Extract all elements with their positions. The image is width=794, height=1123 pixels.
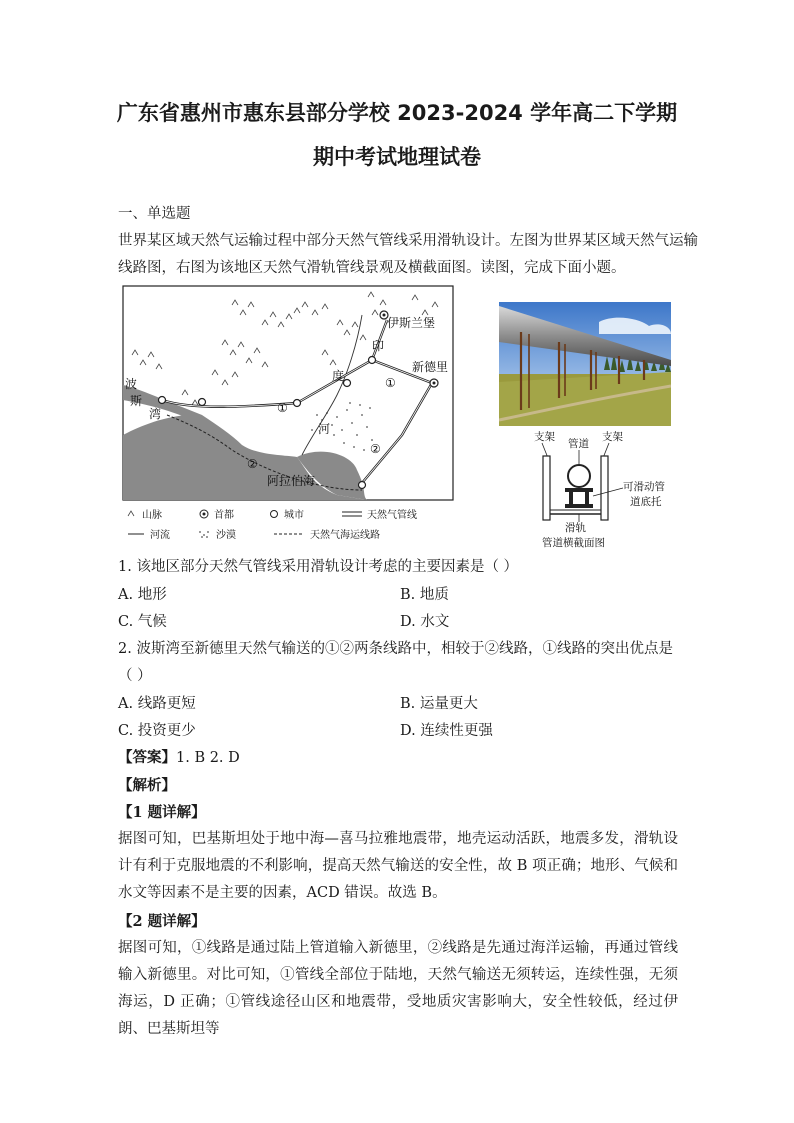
q1-option-d: D. 水文 [400,614,450,630]
label-persian-2: 斯 [130,394,143,408]
support-right [601,456,608,520]
pipeline-landscape-photo [499,302,671,426]
q1-option-a: A. 地形 [118,587,167,603]
q2-option-c: C. 投资更少 [118,723,196,739]
label-support-left: 支架 [534,431,555,443]
legend-desert: 沙漠 [216,530,236,541]
doc-title-line2: 期中考试地理试卷 [313,145,481,169]
legend-city: 城市 [284,510,304,521]
label-pipe: 管道 [568,438,589,450]
label-new-delhi: 新德里 [412,360,449,374]
label-caption: 管道横截面图 [542,537,605,549]
support-left [543,456,550,520]
label-india-2: 度 [332,369,345,383]
q1-option-b: B. 地质 [400,587,449,603]
label-islamabad: 伊斯兰堡 [387,316,436,330]
q2-option-d: D. 连续性更强 [400,723,493,739]
legend-capital: 首都 [214,510,234,521]
label-persian-3: 湾 [149,407,162,421]
question-2-stem: 2. 波斯湾至新德里天然气输送的①②两条线路中，相较于②线路，①线路的突出优点是 [118,641,673,657]
label-india-1: 印 [372,339,385,353]
detail-1-text: 据图可知，巴基斯坦处于地中海—喜马拉雅地震带，地壳运动活跃，地震多发，滑轨设计有利于克服地震的不利影响，提高天然气输送的安全性，故 B 项正确；地形、气候和水文等因素不是主要的因素，ACD 错误。故选 B。 [118,831,678,901]
detail-1-label: 【1 题详解】 [118,804,206,821]
q1-option-c: C. 气候 [118,614,167,630]
analysis-label: 【解析】 [118,777,176,794]
label-route1-b: ① [385,376,396,390]
detail-2-label: 【2 题详解】 [118,913,206,930]
label-route2-a: ② [247,457,258,471]
label-route1-a: ① [277,401,288,415]
answer-value: 1. B 2. D [176,750,240,766]
pipe-cross-section-diagram [499,426,689,552]
label-persian-1: 波 [125,377,138,391]
q2-option-a: A. 线路更短 [118,696,196,712]
legend-sea-route: 天然气海运线路 [310,530,380,541]
map-legend [128,508,417,541]
label-river: 河 [318,422,331,436]
legend-pipeline: 天然气管线 [367,510,417,521]
label-tray-2: 道底托 [630,496,662,508]
label-arabian-sea: 阿拉伯海 [267,474,316,488]
answer-line [118,748,240,768]
legend-mountain: 山脉 [142,510,162,521]
gas-route-map [122,285,454,548]
label-rail: 滑轨 [565,522,586,534]
detail-2-text: 据图可知，①线路是通过陆上管道输入新德里，②线路是先通过海洋运输，再通过管线输入新德里。对比可知，①管线全部位于陆地，天然气输送无须转运，连续性强，无须海运，D 正确；①管线途径山区和地震带，受地质灾害影响大，安全性较低，经过伊朗、巴基斯坦等 [118,940,678,1037]
section-heading: 一、单选题 [118,206,191,222]
intro-line-2: 线路图，右图为该地区天然气滑轨管线景观及横截面图。读图，完成下面小题。 [118,260,626,276]
label-support-right: 支架 [602,431,623,443]
answer-label: 【答案】 [118,749,176,766]
label-route2-b: ② [370,442,381,456]
intro-line-1: 世界某区域天然气运输过程中部分天然气管线采用滑轨设计。左图为世界某区域天然气运输 [118,233,698,249]
q2-option-b: B. 运量更大 [400,696,478,712]
label-tray-1: 可滑动管 [623,481,665,493]
pipe-circle [568,465,590,487]
doc-title-line1: 广东省惠州市惠东县部分学校 2023-2024 学年高二下学期 [116,101,678,125]
question-2-stem-cont: （ ） [118,668,152,684]
legend-river: 河流 [150,530,170,541]
question-1-stem: 1. 该地区部分天然气管线采用滑轨设计考虑的主要因素是（ ） [118,559,519,575]
